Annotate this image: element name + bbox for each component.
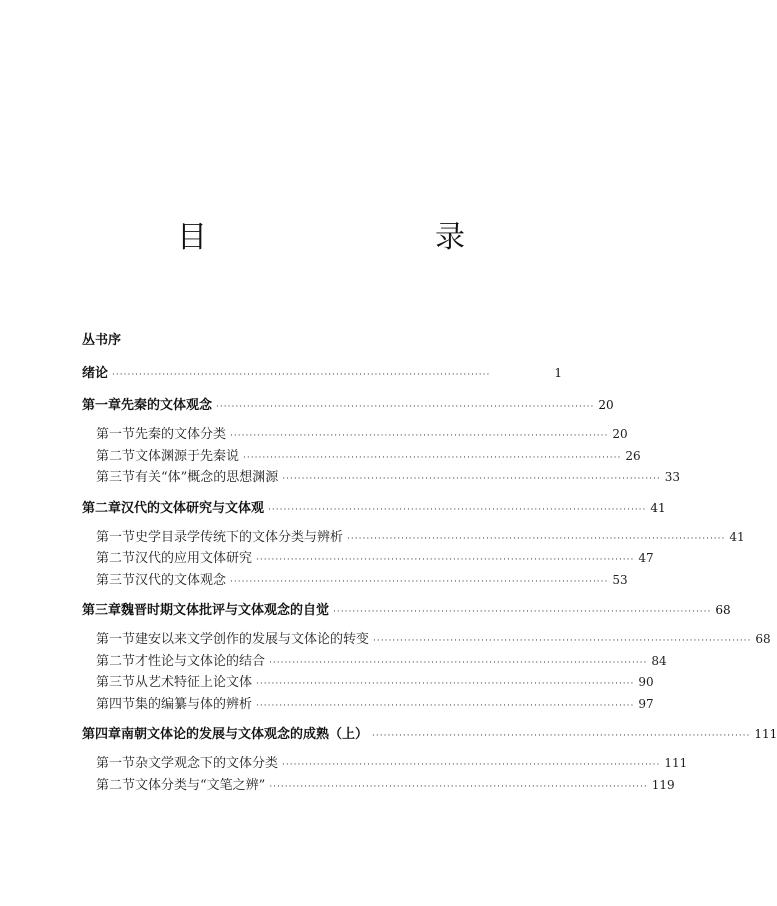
- toc-entry-label: 绪论: [82, 366, 109, 381]
- toc-section[interactable]: [82, 753, 688, 775]
- section-number: 第三节: [96, 572, 136, 588]
- dot-leader: ··································································································: [243, 452, 622, 463]
- toc-page-number: 84: [651, 653, 667, 668]
- toc-page-number: 20: [598, 398, 614, 412]
- toc-page-number: 41: [650, 500, 666, 515]
- toc-chapter-2[interactable]: [82, 497, 666, 519]
- dot-leader: ··································································································: [256, 700, 635, 711]
- toc-section[interactable]: [82, 629, 771, 651]
- section-number: 第三节: [96, 675, 136, 690]
- section-number: 第一节: [96, 529, 136, 545]
- chapter-number: 第一章: [82, 398, 122, 413]
- chapter-number: 第二章: [82, 500, 122, 516]
- section-title: 集的编纂与体的辨析: [135, 696, 253, 712]
- section-number: 第三节: [96, 470, 136, 485]
- toc-entry-label: 丛书序: [82, 333, 122, 348]
- dot-leader: ··································································································: [268, 504, 647, 515]
- toc-page-number: 26: [625, 448, 641, 463]
- section-number: 第二节: [96, 777, 136, 793]
- page-title: 目 录: [177, 220, 521, 255]
- toc-page-number: 41: [729, 529, 745, 544]
- toc-section[interactable]: [82, 424, 628, 446]
- section-title: 杂文学观念下的文体分类: [135, 756, 279, 771]
- toc-page-number: 111: [754, 727, 777, 741]
- chapter-title: 汉代的文体研究与文体观: [121, 500, 265, 516]
- dot-leader: ··································································································: [269, 657, 648, 668]
- chapter-number: 第三章: [82, 603, 122, 618]
- dot-leader: ··································································································: [256, 679, 635, 689]
- dot-leader: ··································································································: [216, 402, 595, 412]
- toc-page-number: 33: [664, 470, 680, 484]
- dot-leader: ··································································································: [372, 731, 751, 741]
- toc-section[interactable]: [82, 548, 654, 570]
- toc-page-number: 47: [638, 551, 654, 565]
- section-title: 文体分类与“文笔之辨”: [135, 777, 266, 793]
- dot-leader: ··································································································: [373, 636, 752, 646]
- dot-leader: ··································································································: [230, 576, 609, 587]
- toc-page-number: 90: [638, 675, 654, 689]
- toc-chapter-3[interactable]: [82, 599, 731, 621]
- toc-page-number: 68: [715, 603, 731, 617]
- toc-page-number: 68: [755, 632, 771, 646]
- dot-leader: ··································································································: [282, 760, 661, 770]
- dot-leader: ··································································································: [282, 474, 661, 484]
- section-title: 从艺术特征上论文体: [135, 675, 253, 690]
- toc-section[interactable]: [82, 672, 654, 694]
- toc-section[interactable]: [82, 570, 628, 592]
- toc-page-number: 20: [612, 427, 628, 441]
- toc-chapter-1[interactable]: [82, 394, 614, 416]
- table-of-contents: [82, 330, 777, 796]
- section-title: 才性论与文体论的结合: [135, 653, 266, 669]
- section-number: 第二节: [96, 551, 136, 566]
- section-title: 汉代的文体观念: [135, 572, 227, 588]
- dot-leader: ··································································································: [256, 555, 635, 565]
- toc-page-number: 111: [664, 756, 688, 770]
- section-number: 第一节: [96, 632, 136, 647]
- toc-entry-preface[interactable]: [82, 330, 562, 352]
- section-title: 先秦的文体分类: [135, 427, 227, 442]
- toc-page-number: 1: [554, 366, 562, 380]
- toc-section[interactable]: [82, 775, 675, 797]
- section-number: 第二节: [96, 448, 136, 464]
- toc-chapter-4[interactable]: [82, 723, 777, 745]
- toc-section[interactable]: [82, 467, 680, 489]
- section-title: 建安以来文学创作的发展与文体论的转变: [135, 632, 370, 647]
- section-number: 第一节: [96, 427, 136, 442]
- section-number: 第四节: [96, 696, 136, 712]
- toc-section[interactable]: [82, 694, 654, 716]
- dot-leader: ··································································································: [230, 431, 609, 441]
- dot-leader: ··································································································: [112, 370, 491, 380]
- section-title: 汉代的应用文体研究: [135, 551, 253, 566]
- chapter-number: 第四章: [82, 727, 122, 742]
- section-number: 第二节: [96, 653, 136, 669]
- section-number: 第一节: [96, 756, 136, 771]
- toc-section[interactable]: [82, 527, 745, 549]
- dot-leader: ··································································································: [269, 781, 648, 792]
- section-title: 文体渊源于先秦说: [135, 448, 240, 464]
- toc-section[interactable]: [82, 446, 641, 468]
- chapter-title: 先秦的文体观念: [121, 398, 213, 413]
- toc-page-number: 119: [651, 777, 675, 792]
- section-title: 有关“体”概念的思想渊源: [135, 470, 279, 485]
- chapter-title: 南朝文体论的发展与文体观念的成熟（上）: [121, 727, 369, 742]
- toc-page-number: 97: [638, 696, 654, 711]
- dot-leader: ··································································································: [333, 607, 712, 617]
- toc-page-number: 53: [612, 572, 628, 587]
- toc-entry-introduction[interactable]: [82, 362, 562, 384]
- section-title: 史学目录学传统下的文体分类与辨析: [135, 529, 344, 545]
- chapter-title: 魏晋时期文体批评与文体观念的自觉: [121, 603, 330, 618]
- dot-leader: ··································································································: [347, 533, 726, 544]
- toc-section[interactable]: [82, 651, 667, 673]
